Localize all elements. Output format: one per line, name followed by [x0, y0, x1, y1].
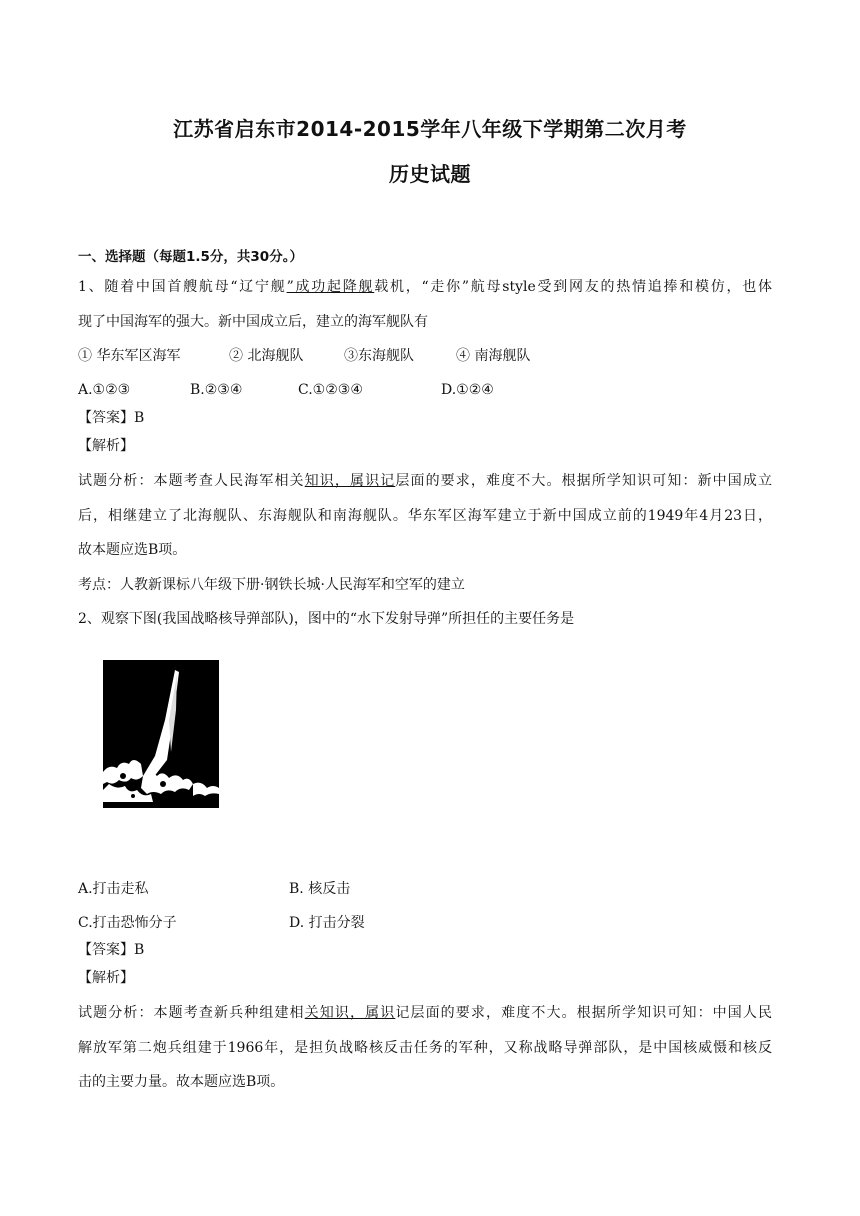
- q2-option-a: A.打击走私: [78, 881, 149, 897]
- q1-analysis-line2: 后，相继建立了北海舰队、东海舰队和南海舰队。华东军区海军建立于新中国成立前的1949年4月23日，: [78, 508, 772, 524]
- q1-stem-part-a: 1、随着中国首艘航母“辽宁舰: [78, 279, 287, 295]
- q1-stem-line1: [78, 277, 772, 297]
- q1-analysis-line1: [78, 471, 772, 491]
- q1-answer: 【答案】B: [78, 410, 145, 426]
- q1-item-2: ② 北海舰队: [229, 348, 304, 364]
- q1-analysis-part-b: 层面的要求，难度不大。根据所学知识可知：新中国成立: [395, 473, 773, 489]
- q2-option-c: C.打击恐怖分子: [78, 915, 177, 931]
- q2-analysis-line3: 击的主要力量。故本题应选B项。: [78, 1074, 285, 1090]
- q2-option-d: D. 打击分裂: [289, 915, 365, 931]
- q1-option-c: C.①②③④: [298, 382, 363, 398]
- q2-analysis-part-b: 记层面的要求，难度不大。根据所学知识可知：中国人民: [395, 1005, 773, 1021]
- q2-option-b: B. 核反击: [289, 881, 351, 897]
- q1-analysis-underlined: 知识，属识记: [304, 473, 396, 489]
- q1-analysis-label: 【解析】: [78, 438, 134, 454]
- q1-option-a: A.①②③: [78, 382, 131, 398]
- q2-answer: 【答案】B: [78, 942, 145, 958]
- q1-option-b: B.②③④: [190, 382, 243, 398]
- q2-analysis-line2: 解放军第二炮兵组建于1966年，是担负战略核反击任务的军种，又称战略导弹部队，是中国核威慑和核反: [78, 1040, 772, 1056]
- q1-item-3: ③东海舰队: [344, 348, 414, 364]
- document-title: 江苏省启东市2014-2015学年八年级下学期第二次月考: [173, 117, 687, 141]
- q1-item-1: ① 华东军区海军: [78, 348, 181, 364]
- missile-launch-image: [103, 660, 219, 808]
- q2-analysis-line1: [78, 1003, 772, 1023]
- q1-analysis-line3: 故本题应选B项。: [78, 542, 187, 558]
- q1-option-d: D.①②④: [441, 382, 494, 398]
- q1-analysis-part-a: 试题分析：本题考查人民海军相关: [78, 473, 305, 489]
- document-subtitle: 历史试题: [389, 162, 471, 186]
- q2-analysis-label: 【解析】: [78, 970, 134, 986]
- q1-stem-part-b: 载机，“走你”航母style受到网友的热情追捧和模仿，也体: [374, 279, 772, 295]
- q1-stem-line2: 现了中国海军的强大。新中国成立后，建立的海军舰队有: [78, 314, 428, 330]
- q2-analysis-underlined: 关知识，属识: [304, 1005, 396, 1021]
- q2-analysis-part-a: 试题分析：本题考查新兵种组建相: [78, 1005, 305, 1021]
- q1-kaodian: 考点：人教新课标八年级下册·钢铁长城·人民海军和空军的建立: [78, 577, 465, 593]
- q2-stem: 2、观察下图(我国战略核导弹部队)，图中的“水下发射导弹”所担任的主要任务是: [78, 611, 575, 627]
- section-heading: 一、选择题（每题1.5分，共30分。）: [78, 249, 303, 265]
- q1-stem-underlined: ”成功起降舰: [286, 279, 375, 295]
- q1-item-4: ④ 南海舰队: [456, 348, 531, 364]
